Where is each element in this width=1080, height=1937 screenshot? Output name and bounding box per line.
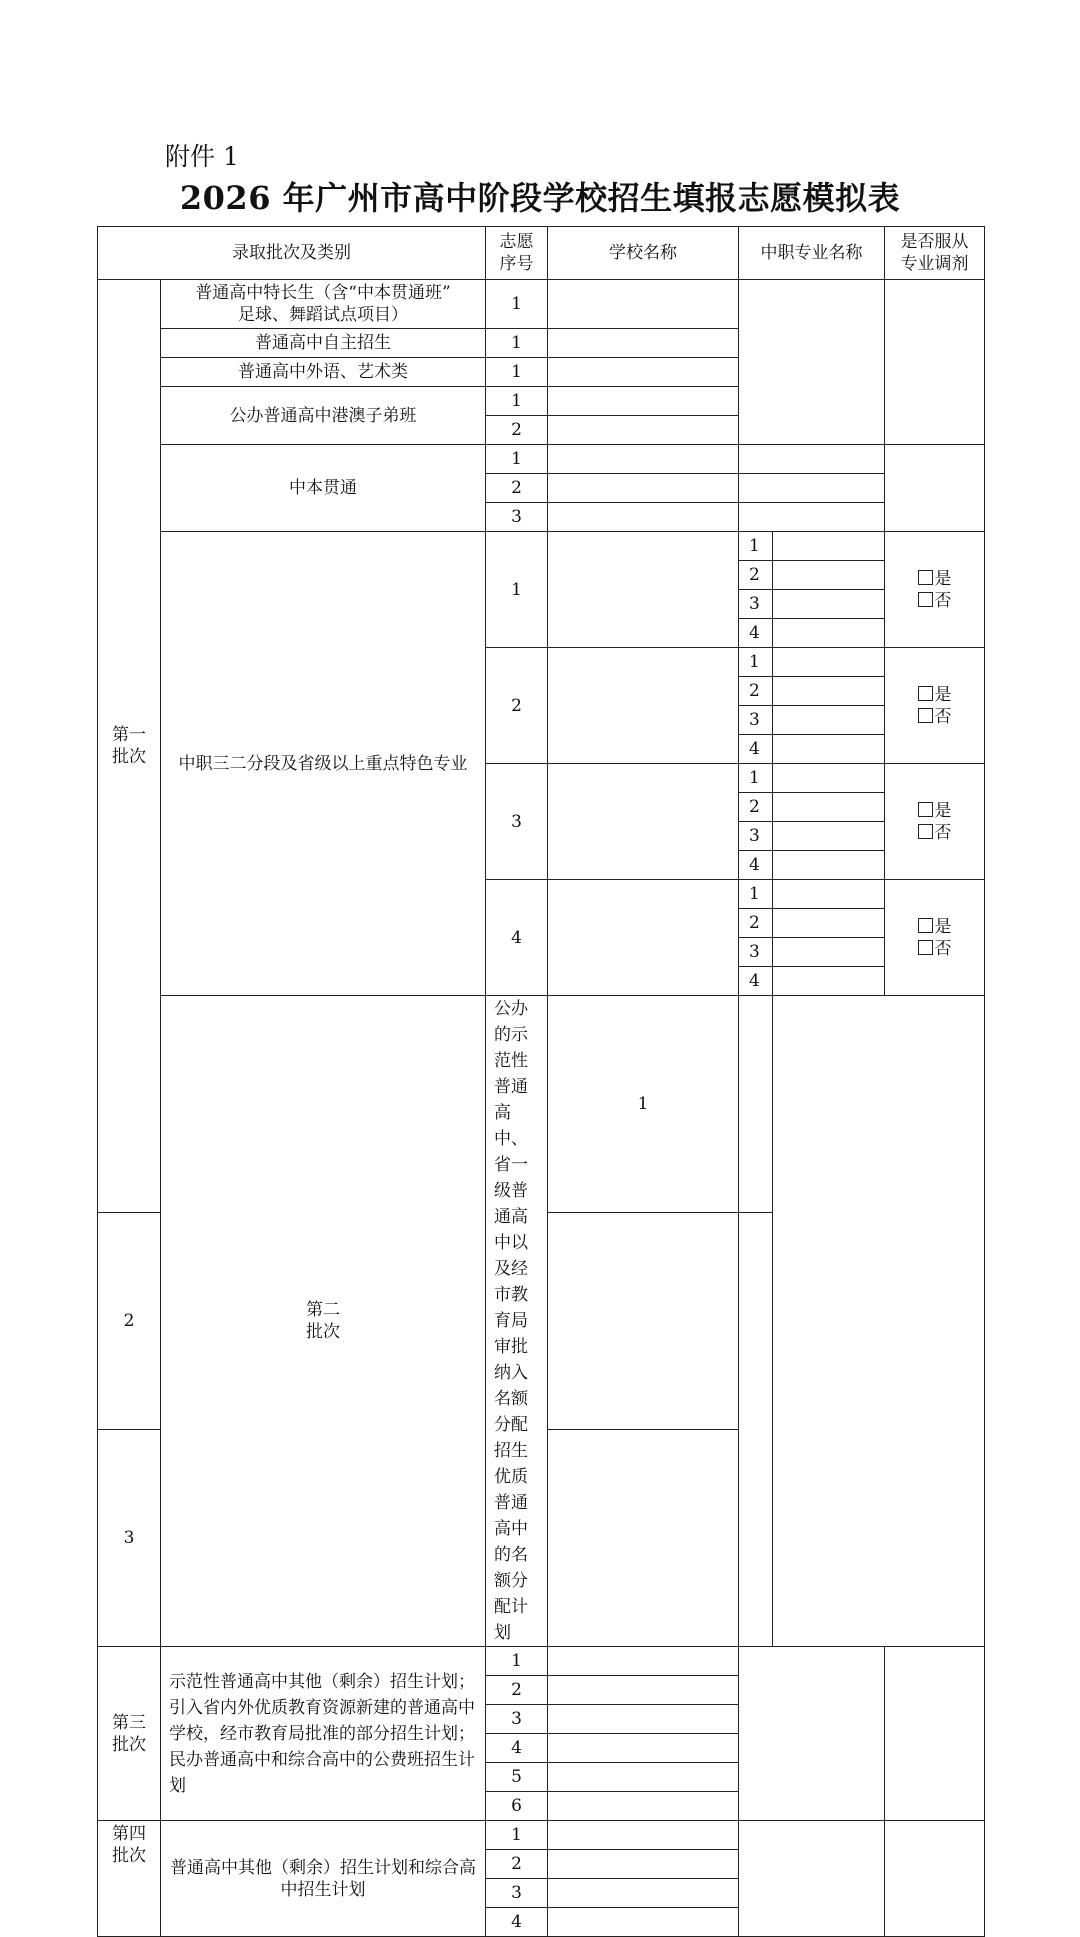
- seq-number: 1: [486, 1821, 548, 1850]
- table-row: [98, 996, 985, 1213]
- table-row: [98, 445, 985, 474]
- checkbox-icon: [918, 686, 933, 701]
- major-seq-number: 3: [739, 938, 773, 967]
- major-seq-number: 4: [739, 735, 773, 764]
- checkbox-icon: [918, 918, 933, 933]
- seq-number: 1: [486, 1647, 548, 1676]
- major-name-field[interactable]: [739, 503, 885, 532]
- seq-number: 1: [548, 996, 739, 1213]
- batch4-label-line2: 批次: [112, 1846, 146, 1866]
- adjust-choice: [885, 532, 985, 648]
- batch2-label: [161, 996, 486, 1647]
- school-name-field[interactable]: [548, 1908, 739, 1937]
- major-name-field[interactable]: [773, 735, 885, 764]
- school-name-field[interactable]: [548, 1850, 739, 1879]
- category-batch4: 普通高中其他（剩余）招生计划和综合高中招生计划: [161, 1821, 486, 1937]
- batch3-label-line2: 批次: [112, 1734, 146, 1755]
- major-name-field[interactable]: [773, 590, 885, 619]
- checkbox-yes[interactable]: [918, 917, 952, 937]
- seq-number: 1: [486, 445, 548, 474]
- major-seq-number: 2: [739, 909, 773, 938]
- school-name-field[interactable]: [548, 880, 739, 996]
- batch2-label-line1: 第二: [306, 1300, 340, 1320]
- table-row: [98, 532, 985, 561]
- school-name-field[interactable]: [548, 764, 739, 880]
- seq-number: 1: [486, 280, 548, 329]
- checkbox-icon: [918, 570, 933, 585]
- seq-number: 2: [486, 416, 548, 445]
- adjust-blank-area: [885, 445, 985, 532]
- checkbox-yes-label: 是: [934, 684, 952, 705]
- batch3-label: [98, 1647, 161, 1821]
- checkbox-yes[interactable]: [918, 801, 952, 821]
- school-name-field[interactable]: [739, 996, 773, 1213]
- major-name-field[interactable]: [773, 764, 885, 793]
- seq-number: 5: [486, 1763, 548, 1792]
- seq-number: 3: [486, 1705, 548, 1734]
- header-seq: [486, 227, 548, 280]
- school-name-field[interactable]: [548, 280, 739, 329]
- header-adjust-line2: 专业调剂: [900, 254, 969, 274]
- seq-number: 3: [98, 1430, 161, 1647]
- header-seq-line2: 序号: [499, 254, 534, 274]
- seq-number: 1: [486, 329, 548, 358]
- major-name-field[interactable]: [773, 967, 885, 996]
- school-name-field[interactable]: [548, 474, 739, 503]
- checkbox-no-label: 否: [934, 590, 952, 611]
- school-name-field[interactable]: [548, 1879, 739, 1908]
- major-seq-number: 1: [739, 764, 773, 793]
- category-language-arts: 普通高中外语、艺术类: [161, 358, 486, 387]
- seq-number: 4: [486, 1908, 548, 1937]
- major-seq-number: 4: [739, 851, 773, 880]
- major-name-field[interactable]: [773, 822, 885, 851]
- seq-number: 3: [486, 503, 548, 532]
- batch2-label-line2: 批次: [306, 1322, 340, 1342]
- seq-number: 1: [486, 358, 548, 387]
- batch1-label-line2: 批次: [112, 747, 146, 767]
- checkbox-yes-label: 是: [934, 916, 952, 937]
- major-seq-number: 3: [739, 706, 773, 735]
- school-name-field[interactable]: [548, 648, 739, 764]
- school-name-field[interactable]: [548, 358, 739, 387]
- major-name-field[interactable]: [773, 909, 885, 938]
- major-name-field[interactable]: [773, 793, 885, 822]
- school-name-field[interactable]: [548, 445, 739, 474]
- batch3-label-line1: 第三: [112, 1712, 146, 1733]
- school-name-field[interactable]: [548, 1763, 739, 1792]
- checkbox-icon: [918, 802, 933, 817]
- seq-number: 2: [98, 1213, 161, 1430]
- header-seq-line1: 志愿: [499, 232, 534, 252]
- application-form-table: [97, 226, 985, 1937]
- major-name-field[interactable]: [773, 706, 885, 735]
- major-seq-number: 4: [739, 967, 773, 996]
- school-name-field[interactable]: [548, 532, 739, 648]
- category-hk-macao: 公办普通高中港澳子弟班: [161, 387, 486, 445]
- adjust-choice: [885, 648, 985, 764]
- adjust-choice: [885, 764, 985, 880]
- seq-number: 6: [486, 1792, 548, 1821]
- seq-number: 2: [486, 474, 548, 503]
- major-name-field[interactable]: [739, 445, 885, 474]
- major-seq-number: 1: [739, 532, 773, 561]
- header-major: 中职专业名称: [739, 227, 885, 280]
- page-title: 2026 年广州市高中阶段学校招生填报志愿模拟表: [179, 179, 901, 217]
- checkbox-no[interactable]: [918, 591, 952, 611]
- school-name-field[interactable]: [548, 503, 739, 532]
- seq-number: 3: [486, 1879, 548, 1908]
- major-name-field[interactable]: [773, 851, 885, 880]
- seq-number: 4: [486, 880, 548, 996]
- seq-number: 2: [486, 648, 548, 764]
- header-school: 学校名称: [548, 227, 739, 280]
- major-blank-area: [739, 280, 885, 445]
- checkbox-no[interactable]: [918, 823, 952, 843]
- checkbox-no-label: 否: [934, 706, 952, 727]
- checkbox-no-label: 否: [934, 822, 952, 843]
- school-name-field[interactable]: [548, 329, 739, 358]
- category-batch3: 示范性普通高中其他（剩余）招生计划；引入省内外优质教育资源新建的普通高中学校，经市教育局批准的部分招生计划；民办普通高中和综合高中的公费班招生计划: [161, 1647, 486, 1821]
- school-name-field[interactable]: [548, 1213, 739, 1430]
- category-special-talent: [161, 280, 486, 329]
- checkbox-yes[interactable]: [918, 685, 952, 705]
- checkbox-icon: [918, 592, 933, 607]
- category-special-talent-line2: 足球、舞蹈试点项目）: [238, 305, 408, 325]
- table-header-row: [98, 227, 985, 280]
- major-name-field[interactable]: [773, 532, 885, 561]
- header-adjust-line1: 是否服从: [900, 232, 969, 252]
- checkbox-icon: [918, 824, 933, 839]
- major-seq-number: 2: [739, 793, 773, 822]
- category-zhongben: 中本贯通: [161, 445, 486, 532]
- category-vocational: 中职三二分段及省级以上重点特色专业: [161, 532, 486, 996]
- school-name-field[interactable]: [548, 416, 739, 445]
- table-row: [98, 1647, 985, 1676]
- school-name-field[interactable]: [548, 1734, 739, 1763]
- checkbox-no[interactable]: [918, 939, 952, 959]
- major-blank-area: [773, 996, 985, 1647]
- school-name-field[interactable]: [548, 1430, 739, 1647]
- header-category: 录取批次及类别: [98, 227, 486, 280]
- attachment-label: 附件 1: [165, 142, 239, 171]
- major-name-field[interactable]: [773, 648, 885, 677]
- school-name-field[interactable]: [548, 1705, 739, 1734]
- major-seq-number: 3: [739, 822, 773, 851]
- batch1-label: [98, 280, 161, 1213]
- major-seq-number: 3: [739, 590, 773, 619]
- checkbox-yes-label: 是: [934, 800, 952, 821]
- school-name-field[interactable]: [548, 1792, 739, 1821]
- major-seq-number: 2: [739, 677, 773, 706]
- seq-number: 1: [486, 387, 548, 416]
- seq-number: 2: [486, 1676, 548, 1705]
- major-seq-number: 2: [739, 561, 773, 590]
- adjust-blank-area: [885, 1821, 985, 1937]
- table-row: [98, 1821, 985, 1850]
- category-autonomous: 普通高中自主招生: [161, 329, 486, 358]
- batch1-label-line1: 第一: [112, 725, 146, 745]
- seq-number: 2: [486, 1850, 548, 1879]
- major-name-field[interactable]: [773, 677, 885, 706]
- major-seq-number: 1: [739, 648, 773, 677]
- seq-number: 4: [486, 1734, 548, 1763]
- major-name-field[interactable]: [773, 880, 885, 909]
- category-batch2: 公办的示范性普通高中、省一级普通高中以及经市教育局审批纳入名额分配招生优质普通高中的名额分配计划: [486, 996, 548, 1647]
- major-seq-number: 1: [739, 880, 773, 909]
- major-name-field[interactable]: [739, 474, 885, 503]
- checkbox-no[interactable]: [918, 707, 952, 727]
- checkbox-no-label: 否: [934, 938, 952, 959]
- table-row: [98, 280, 985, 329]
- major-blank-area: [739, 1647, 885, 1821]
- seq-number: 3: [486, 764, 548, 880]
- major-seq-number: 4: [739, 619, 773, 648]
- checkbox-yes[interactable]: [918, 569, 952, 589]
- school-name-field[interactable]: [548, 1647, 739, 1676]
- category-special-talent-line1: 普通高中特长生（含“中本贯通班”: [195, 283, 451, 303]
- header-adjust: [885, 227, 985, 280]
- checkbox-icon: [918, 940, 933, 955]
- school-name-field[interactable]: [548, 1676, 739, 1705]
- seq-number: 1: [486, 532, 548, 648]
- major-blank-area: [739, 1821, 885, 1937]
- adjust-choice: [885, 880, 985, 996]
- batch4-label-line1: 第四: [112, 1824, 146, 1844]
- adjust-blank-area: [885, 1647, 985, 1821]
- checkbox-yes-label: 是: [934, 568, 952, 589]
- checkbox-icon: [918, 708, 933, 723]
- major-name-field[interactable]: [773, 561, 885, 590]
- major-name-field[interactable]: [773, 619, 885, 648]
- adjust-blank-area: [885, 280, 985, 445]
- batch4-label: [98, 1821, 161, 1937]
- school-name-field[interactable]: [548, 1821, 739, 1850]
- major-name-field[interactable]: [773, 938, 885, 967]
- school-name-field[interactable]: [548, 387, 739, 416]
